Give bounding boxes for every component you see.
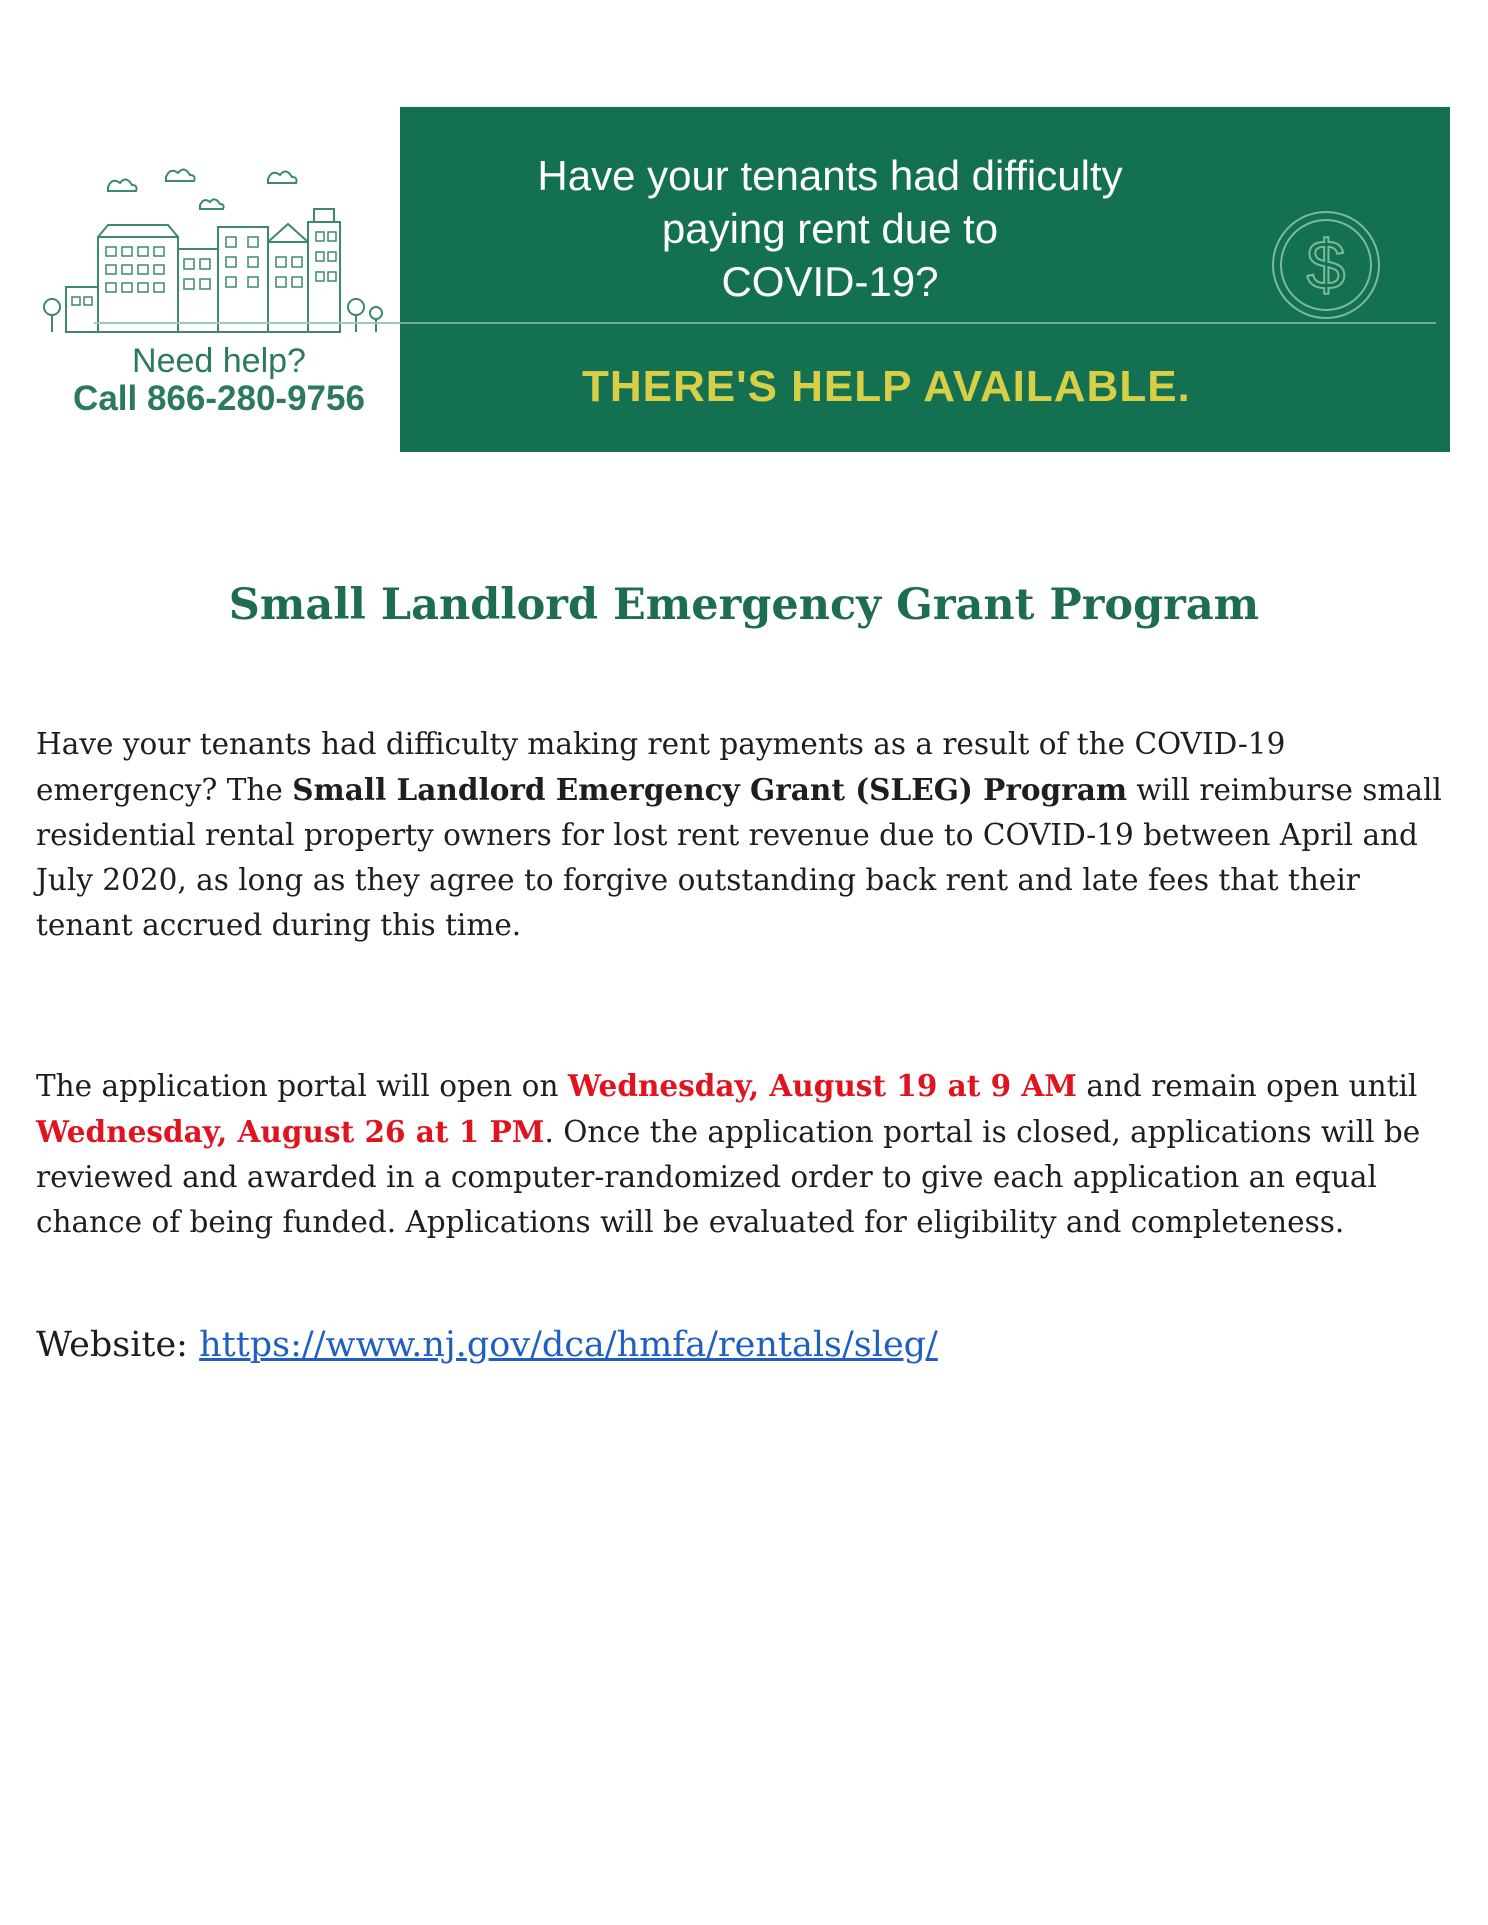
dollar-coin-icon [1270, 209, 1382, 321]
dates-paragraph [36, 1063, 1456, 1245]
city-buildings-icon [38, 167, 400, 337]
need-help-text: Need help? [132, 342, 306, 380]
dates-text-2: and remain open until [1076, 1069, 1418, 1103]
page-title: Small Landlord Emergency Grant Program [228, 580, 1260, 630]
intro-text-2: will reimburse small residential rental property owners for lost rent revenue due to COVID-19 between April and July 2020, as long as they agree to forgive outstanding back rent and late fees that their tenant accrued during this time. [36, 773, 1442, 942]
banner-divider [400, 322, 1436, 324]
dates-text-3: . Once the application portal is closed, applications will be reviewed and awarded in a computer-randomized order to give each application an equal chance of being funded. Applications will be evaluated for eligibility and completeness. [36, 1115, 1421, 1239]
intro-text-1: Have your tenants had difficulty making rent payments as a result of the COVID-19 emergency? The [36, 727, 1286, 807]
website-line [36, 1325, 938, 1365]
help-phone-block [38, 342, 400, 418]
close-date: Wednesday, August 26 at 1 PM [36, 1114, 545, 1149]
banner-green-panel [400, 107, 1450, 452]
website-link[interactable]: https://www.nj.gov/dca/hmfa/rentals/sleg/ [199, 1325, 938, 1365]
program-name: Small Landlord Emergency Grant (SLEG) Program [292, 772, 1128, 807]
question-line-1: Have your tenants had difficulty [537, 152, 1123, 199]
svg-text:$: $ [1306, 226, 1346, 304]
help-available-text: THERE'S HELP AVAILABLE. [582, 362, 1191, 411]
question-line-2: paying rent due to [661, 205, 999, 252]
banner-question [510, 149, 1150, 308]
banner-left-panel [38, 107, 400, 452]
question-line-3: COVID-19? [721, 258, 939, 305]
website-label: Website: [36, 1325, 200, 1365]
intro-paragraph [36, 722, 1456, 948]
help-banner [38, 107, 1450, 452]
call-phone-text[interactable]: Call 866-280-9756 [73, 379, 365, 418]
banner-divider-left [94, 322, 400, 324]
open-date: Wednesday, August 19 at 9 AM [567, 1068, 1077, 1103]
dates-text-1: The application portal will open on [36, 1069, 568, 1103]
